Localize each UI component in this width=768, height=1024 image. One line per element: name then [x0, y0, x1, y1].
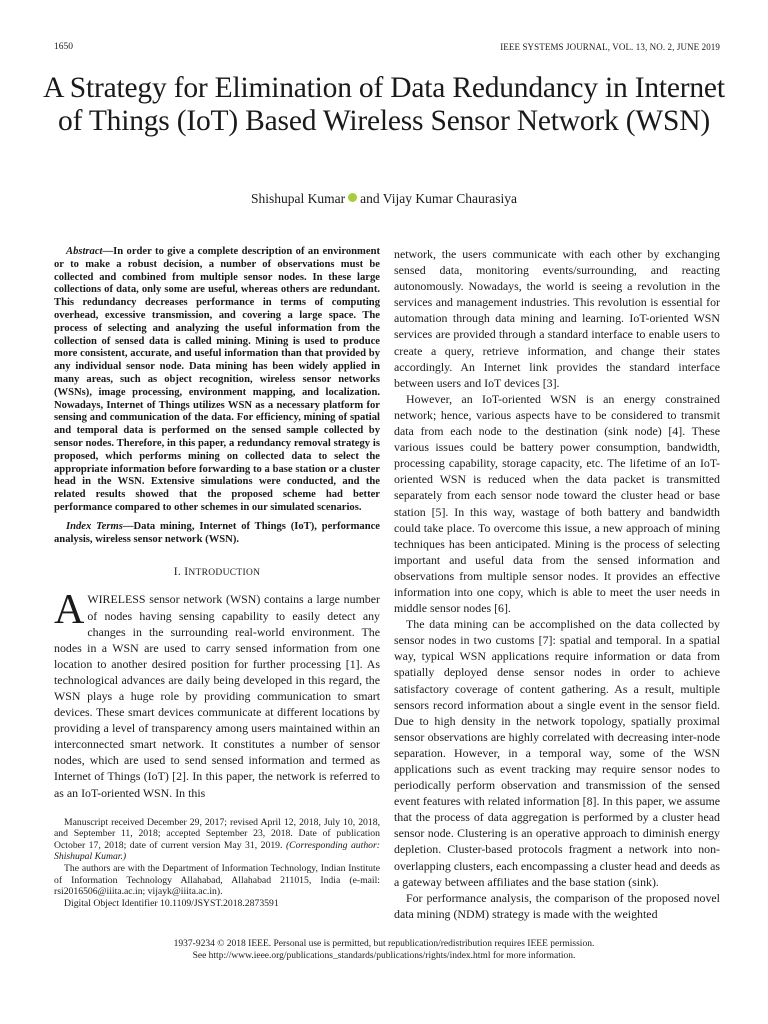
footnote-doi: Digital Object Identifier 10.1109/JSYST.2018.2873591 [64, 897, 279, 909]
page-number: 1650 [54, 42, 73, 52]
body-paragraph: network, the users communicate with each other by exchanging sensed data, monitoring events/surrounding, and reacting autonomously. Nowadays, the world is seeing a revolution in the services and management industries. This revolution is essential for automation through data mining and learning. IoT-oriented WSN services are provided through a standard interface to enable users to create a query, retrieve information, and change their states accordingly. An Internet link provides the standard interface between users and IoT devices [3]. [394, 247, 720, 390]
author-name: Shishupal Kumar [251, 191, 346, 206]
drop-cap: A [54, 587, 85, 634]
orcid-icon[interactable] [348, 193, 357, 202]
intro-paragraph: AWIRELESS sensor network (WSN) contains a large number of nodes having sensing capability to easily detect any changes in the surrounding real-world environment. The nodes in a WSN are used to carry sensed information from one location to another desired position for further processing [1]. As technological advances are daily being developed in this regard, the WSN plays a huge role by providing communication to smart devices. These smart devices communicate at different locations by providing a level of transparency among users maintained within an interconnected smart network. It constitutes a number of sensor nodes, which are used to send sensed information and termed as Internet of Things (IoT) [2]. In this paper, the network is referred to as an IoT-oriented WSN. In this [54, 587, 380, 800]
author-connector: and Vijay Kumar Chaurasiya [360, 191, 517, 206]
abstract-text: —In order to give a complete description of an environment or to make a robust decision, a number of observations must be collected and combined from multiple sensor nodes. In these large collections of data, only some are useful, whereas others are redundant. This redundancy decreases performance in terms of computing overhead, excessive transmission, and covering a large space. The process of selecting and analyzing the useful information from the collection of sensed data is called mining. Mining is used to produce more consistent, accurate, and useful information than that provided by any individual sensor node. Data mining has been widely applied in many areas, such as object recognition, wireless sensor networks (WSNs), image processing, environment mapping, and localization. Nowadays, Internet of Things utilizes WSN as a necessary platform for sensing and communication of the data. For efficiency, mining of spatial and temporal data is performed on the sensed sample collected by sensor nodes. Therefore, in this paper, a redundancy removal strategy is proposed, which performs mining on collected data to select the appropriate information before forwarding to a base station or a cluster head in the WSN. Extensive simulations were conducted, and the related results showed that the proposed scheme had better performance compared to other schemes in our simulated scenarios. [54, 246, 380, 513]
body-paragraph: For performance analysis, the comparison of the proposed novel data mining (NDM) strategy is made with the weighted [394, 890, 720, 921]
copyright-line: 1937-9234 © 2018 IEEE. Personal use is permitted, but republication/redistribution requires IEEE permission. [173, 939, 595, 949]
paper-title: A Strategy for Elimination of Data Redundancy in Internet of Things (IoT) Based Wireless Sensor Network (WSN) [43, 72, 725, 137]
abstract-label: Abstract [66, 246, 103, 257]
footnote-received: Manuscript received December 29, 2017; revised April 12, 2018, July 10, 2018, and September 11, 2018; accepted September 23, 2018. Date of publication October 17, 2018; date of current version May 31, 2019. (Corresponding author: Shishupal Kumar.) [54, 816, 381, 863]
author-line [0, 191, 768, 207]
abstract [54, 246, 380, 515]
journal-header: IEEE SYSTEMS JOURNAL, VOL. 13, NO. 2, JUNE 2019 [500, 42, 720, 52]
rights-link[interactable]: See http://www.ieee.org/publications_standards/publications/rights/index.html for more information. [192, 951, 576, 961]
index-terms [54, 521, 380, 547]
copyright-notice [0, 938, 768, 962]
index-terms-label: Index Terms [66, 520, 123, 532]
right-column [394, 246, 720, 922]
section-heading: I. INTRODUCTION [173, 566, 261, 579]
footnote-affiliation: The authors are with the Department of Information Technology, Indian Institute of Information Technology Allahabad, Allahabad 211015, India (e-mail: rsi2016506@iiita.ac.in; vijayk@iiita.ac.in). [54, 863, 380, 898]
body-paragraph: However, an IoT-oriented WSN is an energy constrained network; hence, various aspects have to be considered to transmit data from each node to the destination (sink node) [4]. These various issues could be battery power consumption, bandwidth, processing capability, storage capacity, etc. The lifetime of an IoT-oriented WSN is reduced when the data packet is transmitted separately from each sensor node toward the cluster head or base station [5]. In this way, wastage of both battery and bandwidth could take place. To overcome this issue, a new approach of mining techniques has been anticipated. Mining is the process of selecting important and useful data from the sensed information and observations from multiple sensor nodes. It provides an effective information into one copy, which is able to meet the user needs in middle sensor nodes [6]. [394, 391, 720, 616]
body-paragraph: The data mining can be accomplished on the data collected by sensor nodes in two customs [7]: spatial and temporal. In a spatial way, typical WSN applications require information or data from spatially deployed dense sensor nodes in order to achieve satisfactory coverage of content gathering. As a result, multiple sensors record information about a single event in the sensor field. Due to high density in the network topology, spatially proximal sensor observations are highly correlated with decreasing inter-node separation. However, in a temporal way, some of the WSN applications such as event tracking may require sensor nodes to periodically perform observation and transmission of the sensed event features with related information [8]. In this paper, we assume that the process of data aggregation is performed by a cluster head sensor node. Clustering is an operative approach to diminish energy depletion. Cluster-based protocols fragment a network into non-overlapping clusters, each encompassing a cluster head and deeds as a gateway between affiliates and the base station (sink). [394, 617, 720, 889]
index-terms-text: —Data mining, Internet of Things (IoT), performance analysis, wireless sensor network (WSN). [54, 520, 380, 545]
footnotes [54, 817, 380, 910]
left-column [54, 246, 380, 909]
